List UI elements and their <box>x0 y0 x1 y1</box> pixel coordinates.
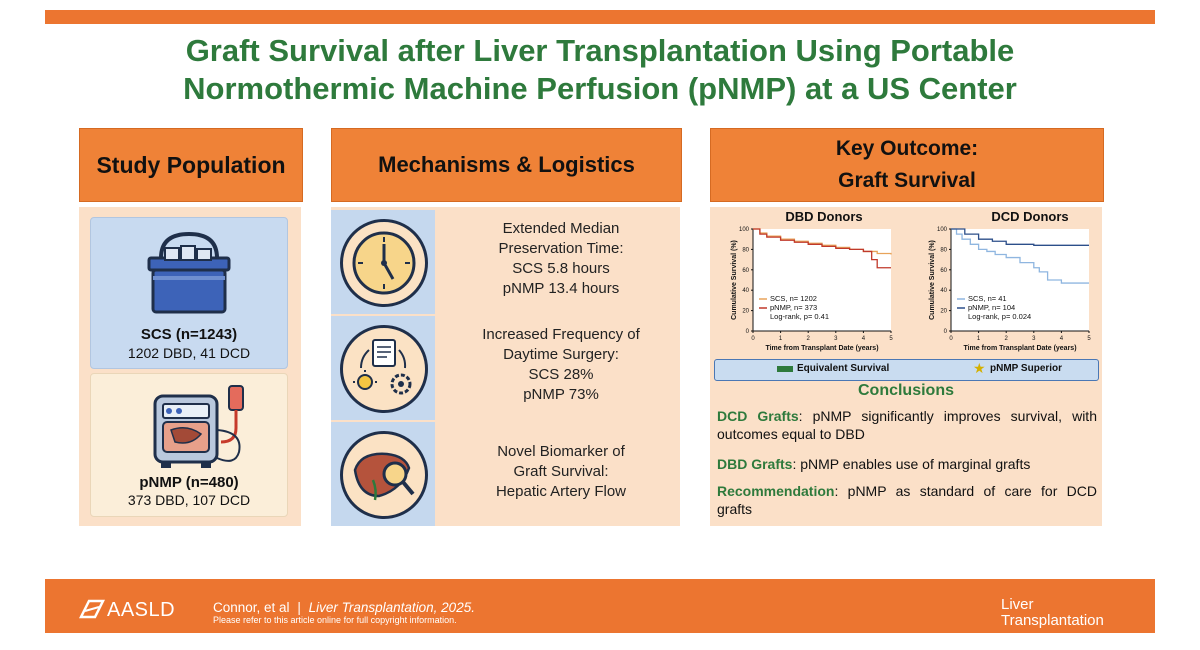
legend-label-0: SCS, n= 1202 <box>770 294 817 303</box>
key-outcome-heading-line-1: Key Outcome: <box>835 137 979 160</box>
conclusion-recommendation-label: Recommendation <box>717 483 835 499</box>
mechanism-item-2-text <box>449 325 673 405</box>
outcome-legend <box>714 359 1099 381</box>
y-tick-label: 60 <box>940 267 947 274</box>
study-population-panel <box>79 207 301 526</box>
dbd-chart-title: DBD Donors <box>785 209 863 224</box>
y-tick-label: 60 <box>742 267 749 274</box>
x-tick-label: 2 <box>1004 336 1008 342</box>
conclusion-dcd-text: : pNMP significantly improves survival, with outcomes equal to DBD <box>717 408 1097 442</box>
x-tick-label: 0 <box>751 336 755 342</box>
key-outcome-heading <box>710 128 1104 202</box>
key-outcome-panel <box>710 207 1102 526</box>
mechanism-1-line-1: Extended Median <box>502 220 620 237</box>
mechanisms-panel <box>331 207 680 526</box>
study-population-heading: Study Population <box>79 128 303 202</box>
footer-bar <box>45 579 1155 633</box>
mechanism-2-line-1: Increased Frequency of <box>482 326 640 343</box>
x-tick-label: 2 <box>806 336 810 342</box>
dbd-survival-chart <box>715 225 905 355</box>
pnmp-card <box>90 373 288 517</box>
page-title <box>60 32 1140 108</box>
mechanism-3-line-1: Novel Biomarker of <box>497 443 625 460</box>
log-rank-annotation: Log-rank, p= 0.024 <box>968 312 1032 321</box>
x-tick-label: 3 <box>1032 336 1036 342</box>
mechanism-2-line-3: SCS 28% <box>528 366 594 383</box>
aasld-logo-text: AASLD <box>107 599 176 621</box>
y-tick-label: 40 <box>940 288 947 295</box>
title-line-1: Graft Survival after Liver Transplantation Using Portable <box>185 33 1015 68</box>
equivalent-swatch <box>777 366 793 372</box>
liver-magnifier-icon <box>340 431 428 519</box>
y-tick-label: 0 <box>943 329 947 335</box>
citation-separator: | <box>297 600 301 615</box>
conclusion-dbd-label: DBD Grafts <box>717 456 793 472</box>
key-outcome-heading-line-2: Graft Survival <box>838 169 976 192</box>
conclusion-dcd <box>717 407 1097 443</box>
cooler-icon <box>139 228 239 318</box>
conclusion-recommendation-text: : pNMP as standard of care for DCD grafts <box>717 483 1097 517</box>
legend-label-1: pNMP, n= 373 <box>770 303 818 312</box>
journal-logo-line-2: Transplantation <box>1001 612 1104 629</box>
equivalent-survival-label: Equivalent Survival <box>797 363 890 374</box>
log-rank-annotation: Log-rank, p= 0.41 <box>770 312 830 321</box>
y-tick-label: 0 <box>745 329 749 335</box>
mechanism-3-line-2: Graft Survival: <box>513 463 609 480</box>
y-tick-label: 100 <box>738 227 749 233</box>
pnmp-superior-label: pNMP Superior <box>990 363 1063 374</box>
top-accent-bar <box>45 10 1155 24</box>
citation-journal: Liver Transplantation, 2025. <box>308 600 475 615</box>
mechanism-item-3-iconbox <box>331 422 435 526</box>
title-line-2: Normothermic Machine Perfusion (pNMP) at a US Center <box>183 71 1017 106</box>
y-tick-label: 80 <box>940 247 947 254</box>
mechanism-1-line-4: pNMP 13.4 hours <box>502 280 620 297</box>
legend-label-1: pNMP, n= 104 <box>968 303 1016 312</box>
perfusion-machine-icon <box>151 382 261 470</box>
journal-logo-line-1: Liver <box>1001 596 1034 613</box>
clock-icon <box>340 219 428 307</box>
scs-card <box>90 217 288 369</box>
x-tick-label: 1 <box>778 336 783 342</box>
conclusion-dcd-label: DCD Grafts <box>717 408 799 424</box>
scs-title: SCS (n=1243) <box>140 326 238 343</box>
mechanism-item-3-text <box>449 442 673 502</box>
x-tick-label: 5 <box>889 336 893 342</box>
x-tick-label: 3 <box>834 336 838 342</box>
x-axis-label: Time from Transplant Date (years) <box>963 345 1077 352</box>
legend-label-0: SCS, n= 41 <box>968 294 1007 303</box>
x-tick-label: 5 <box>1087 336 1091 342</box>
mechanisms-heading: Mechanisms & Logistics <box>331 128 682 202</box>
aasld-logo-icon <box>79 597 105 621</box>
conclusion-dbd <box>717 455 1097 473</box>
y-tick-label: 40 <box>742 288 749 295</box>
y-tick-label: 80 <box>742 247 749 254</box>
conclusion-recommendation <box>717 482 1097 518</box>
conclusions-title: Conclusions <box>857 382 954 399</box>
copyright-note: Please refer to this article online for full copyright information. <box>213 615 457 625</box>
mechanism-item-2-iconbox <box>331 316 435 420</box>
scs-subtitle: 1202 DBD, 41 DCD <box>127 345 251 361</box>
x-tick-label: 4 <box>861 336 866 342</box>
mechanism-2-line-4: pNMP 73% <box>523 386 599 403</box>
x-tick-label: 4 <box>1059 336 1064 342</box>
daytime-surgery-icon <box>340 325 428 413</box>
y-tick-label: 100 <box>936 227 947 233</box>
journal-logo <box>1001 597 1104 629</box>
pnmp-title: pNMP (n=480) <box>139 474 239 491</box>
mechanism-1-line-2: Preservation Time: <box>498 240 624 257</box>
star-icon: ★ <box>973 360 986 376</box>
dcd-survival-chart <box>913 225 1103 355</box>
dcd-chart-title: DCD Donors <box>991 209 1069 224</box>
citation <box>213 600 475 615</box>
mechanism-3-line-3: Hepatic Artery Flow <box>495 483 627 500</box>
y-axis-label: Cumulative Survival (%) <box>929 240 936 320</box>
citation-authors: Connor, et al <box>213 600 290 615</box>
y-tick-label: 20 <box>742 308 749 315</box>
mechanism-item-1-iconbox <box>331 210 435 314</box>
mechanism-2-line-2: Daytime Surgery: <box>503 346 619 363</box>
conclusion-dbd-text: : pNMP enables use of marginal grafts <box>792 456 1031 472</box>
mechanism-item-1-text <box>449 219 673 299</box>
pnmp-subtitle: 373 DBD, 107 DCD <box>127 492 251 508</box>
x-axis-label: Time from Transplant Date (years) <box>765 345 879 352</box>
x-tick-label: 0 <box>949 336 953 342</box>
y-tick-label: 20 <box>940 308 947 315</box>
y-axis-label: Cumulative Survival (%) <box>731 240 738 320</box>
x-tick-label: 1 <box>976 336 981 342</box>
mechanism-1-line-3: SCS 5.8 hours <box>512 260 610 277</box>
